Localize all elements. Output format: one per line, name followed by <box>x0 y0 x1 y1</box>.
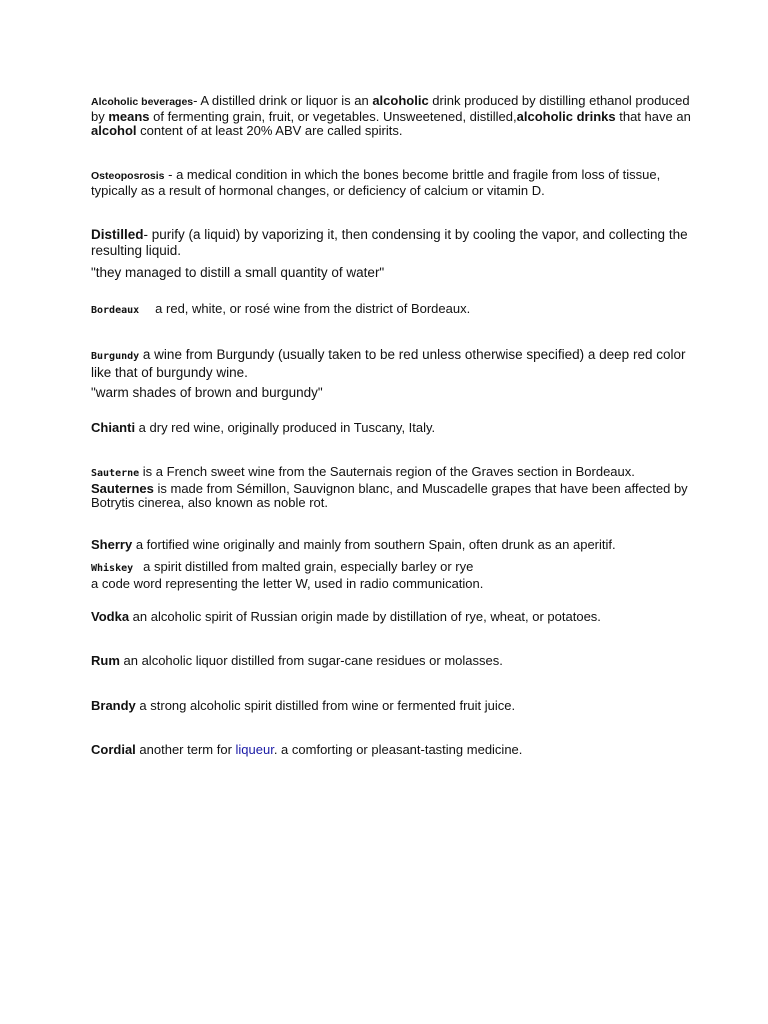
bold-word: alcoholic drinks <box>516 108 616 124</box>
term-sherry: Sherry <box>91 537 133 552</box>
term-whiskey: Whiskey <box>91 563 134 574</box>
entry-whiskey <box>91 560 691 591</box>
entry-bordeaux <box>91 302 691 319</box>
definition-text: of fermenting grain, fruit, or vegetables. Unsweetened, distilled, <box>149 108 517 124</box>
definition-text: an alcoholic liquor distilled from sugar-cane residues or molasses. <box>119 653 503 668</box>
definition-text: a strong alcoholic spirit distilled from wine or fermented fruit juice. <box>135 698 516 713</box>
definition-text: a red, white, or rosé wine from the district of Bordeaux. <box>155 301 471 316</box>
term-alcoholic-beverages: Alcoholic beverages <box>91 96 194 108</box>
entry-vodka <box>91 610 691 625</box>
term-brandy: Brandy <box>91 698 136 713</box>
entry-alcoholic-beverages <box>91 94 691 139</box>
definition-text: is made from Sémillon, Sauvignon blanc, and Muscadelle grapes that have been affected by Botrytis cinerea, also known as noble rot. <box>91 480 688 510</box>
entry-distilled <box>91 227 691 258</box>
definition-text: another term for <box>135 742 236 757</box>
liqueur-link[interactable]: liqueur <box>235 742 274 757</box>
example-distilled: "they managed to distill a small quantity of water" <box>91 265 385 280</box>
definition-text: a wine from Burgundy (usually taken to be red unless otherwise specified) a deep red color like that of burgundy wine. <box>91 347 686 380</box>
term-chianti: Chianti <box>91 420 136 435</box>
term-osteoporosis: Osteoposrosis <box>91 170 165 182</box>
definition-text: - purify (a liquid) by vaporizing it, then condensing it by cooling the vapor, and collecting the resulting liquid. <box>91 227 688 258</box>
term-vodka: Vodka <box>91 609 130 624</box>
entry-cordial <box>91 743 691 758</box>
entry-chianti <box>91 421 691 436</box>
example-burgundy: "warm shades of brown and burgundy" <box>91 385 323 400</box>
entry-sauterne <box>91 465 691 511</box>
term-distilled: Distilled <box>91 227 144 242</box>
definition-text: - A distilled drink or liquor is an <box>193 93 373 108</box>
definition-text: drink produced by distilling ethanol produced by <box>91 93 690 124</box>
definition-text: - a medical condition in which the bones become brittle and fragile from loss of tissue, typically as a result of hormonal changes, or deficiency of calcium or vitamin D. <box>91 167 661 198</box>
entry-burgundy <box>91 347 691 380</box>
definition-text: . a comforting or pleasant-tasting medicine. <box>273 742 523 757</box>
term-burgundy: Burgundy <box>91 351 140 362</box>
bold-word: Sauternes <box>91 480 154 496</box>
bold-word: means <box>108 108 150 124</box>
term-rum: Rum <box>91 653 120 668</box>
definition-line-2: a code word representing the letter W, used in radio communication. <box>91 575 484 591</box>
definition-text: a fortified wine originally and mainly from southern Spain, often drunk as an aperitif. <box>132 537 616 552</box>
definition-text: is a French sweet wine from the Sauternais region of the Graves section in Bordeaux. <box>139 464 635 479</box>
entry-osteoporosis <box>91 168 691 198</box>
term-cordial: Cordial <box>91 742 136 757</box>
entry-brandy <box>91 699 691 714</box>
definition-text: content of at least 20% ABV are called spirits. <box>136 123 403 138</box>
definition-line-1: a spirit distilled from malted grain, especially barley or rye <box>143 559 474 574</box>
entry-rum <box>91 654 691 669</box>
definition-text: that have an <box>615 108 691 124</box>
definition-text: an alcoholic spirit of Russian origin made by distillation of rye, wheat, or potatoes. <box>129 609 601 624</box>
term-sauterne: Sauterne <box>91 468 140 479</box>
definition-text: a dry red wine, originally produced in Tuscany, Italy. <box>135 420 436 435</box>
term-bordeaux: Bordeaux <box>91 305 140 316</box>
bold-word: alcohol <box>91 123 137 138</box>
entry-sherry <box>91 538 691 553</box>
bold-word: alcoholic <box>372 93 429 108</box>
